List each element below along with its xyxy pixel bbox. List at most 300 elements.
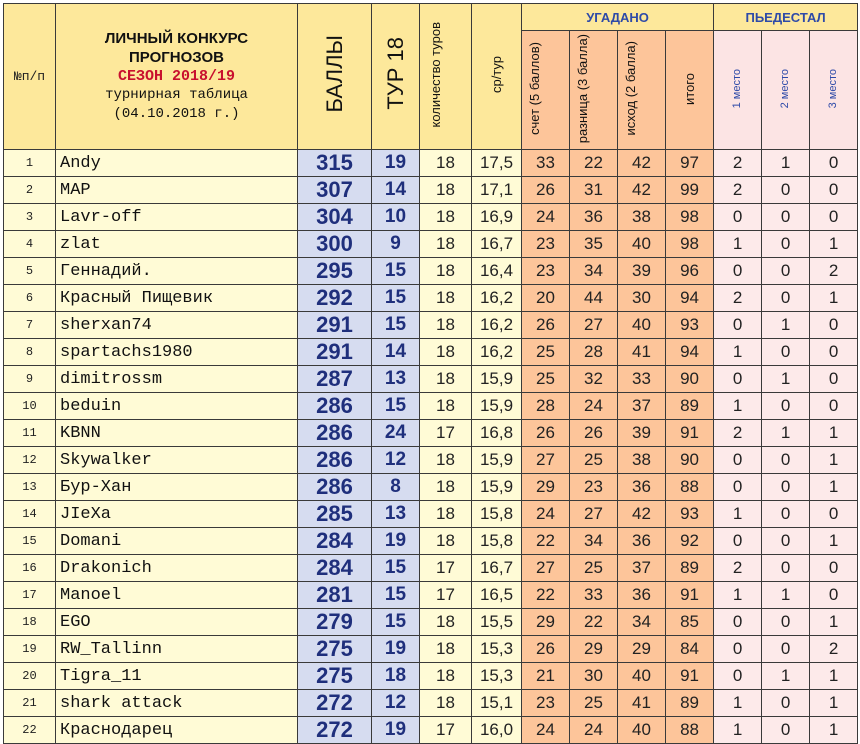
tours-count: 18 — [420, 447, 472, 474]
total-points: 307 — [298, 177, 372, 204]
podium-second-place: 0 — [762, 690, 810, 717]
guessed-exact-score: 23 — [522, 690, 570, 717]
header-tours-count: количество туров — [420, 4, 472, 150]
podium-first-place: 0 — [714, 609, 762, 636]
tour-points: 15 — [372, 609, 420, 636]
guessed-guessed-total: 90 — [666, 447, 714, 474]
tours-count: 18 — [420, 258, 472, 285]
row-number: 7 — [4, 312, 56, 339]
podium-first-place: 0 — [714, 474, 762, 501]
subtitle: турнирная таблица — [105, 87, 248, 103]
podium-second-place: 0 — [762, 231, 810, 258]
average-per-tour: 15,8 — [472, 528, 522, 555]
guessed-goal-difference: 26 — [570, 420, 618, 447]
podium-second-place: 1 — [762, 366, 810, 393]
row-number: 6 — [4, 285, 56, 312]
participant-name: Domani — [56, 528, 298, 555]
podium-third-place: 0 — [810, 339, 858, 366]
row-number: 20 — [4, 663, 56, 690]
header-guessed-group: УГАДАНО — [522, 4, 714, 31]
guessed-guessed-total: 94 — [666, 339, 714, 366]
average-per-tour: 16,0 — [472, 717, 522, 744]
podium-third-place: 0 — [810, 501, 858, 528]
tour-points: 15 — [372, 312, 420, 339]
participant-name: KBNN — [56, 420, 298, 447]
row-number: 13 — [4, 474, 56, 501]
podium-third-place: 1 — [810, 663, 858, 690]
guessed-outcome: 39 — [618, 420, 666, 447]
table-row — [4, 609, 858, 636]
podium-first-place: 1 — [714, 501, 762, 528]
guessed-outcome: 34 — [618, 609, 666, 636]
guessed-guessed-total: 98 — [666, 204, 714, 231]
row-number: 17 — [4, 582, 56, 609]
row-number: 10 — [4, 393, 56, 420]
table-row — [4, 420, 858, 447]
participant-name: Manoel — [56, 582, 298, 609]
podium-third-place: 1 — [810, 447, 858, 474]
podium-second-place: 1 — [762, 420, 810, 447]
guessed-exact-score: 29 — [522, 609, 570, 636]
guessed-exact-score: 22 — [522, 582, 570, 609]
guessed-outcome: 33 — [618, 366, 666, 393]
podium-second-place: 0 — [762, 609, 810, 636]
tours-count: 18 — [420, 339, 472, 366]
row-number: 8 — [4, 339, 56, 366]
guessed-exact-score: 33 — [522, 150, 570, 177]
guessed-outcome: 40 — [618, 231, 666, 258]
podium-first-place: 1 — [714, 231, 762, 258]
guessed-goal-difference: 36 — [570, 204, 618, 231]
guessed-exact-score: 24 — [522, 501, 570, 528]
table-row — [4, 285, 858, 312]
podium-second-place: 0 — [762, 258, 810, 285]
podium-third-place: 0 — [810, 582, 858, 609]
tours-count: 18 — [420, 690, 472, 717]
guessed-outcome: 38 — [618, 447, 666, 474]
total-points: 275 — [298, 663, 372, 690]
header-average: ср/тур — [472, 4, 522, 150]
podium-third-place: 0 — [810, 366, 858, 393]
table-row — [4, 150, 858, 177]
header-tour: ТУР 18 — [372, 4, 420, 150]
row-number: 16 — [4, 555, 56, 582]
podium-third-place: 2 — [810, 258, 858, 285]
tour-points: 15 — [372, 555, 420, 582]
participant-name: Бур-Хан — [56, 474, 298, 501]
header-podium-group: ПЬЕДЕСТАЛ — [714, 4, 858, 31]
guessed-outcome: 30 — [618, 285, 666, 312]
podium-first-place: 0 — [714, 528, 762, 555]
average-per-tour: 16,2 — [472, 339, 522, 366]
tour-points: 15 — [372, 582, 420, 609]
table-row — [4, 258, 858, 285]
podium-third-place: 1 — [810, 690, 858, 717]
podium-second-place: 0 — [762, 177, 810, 204]
row-number: 11 — [4, 420, 56, 447]
table-row — [4, 690, 858, 717]
podium-second-place: 0 — [762, 474, 810, 501]
guessed-guessed-total: 89 — [666, 555, 714, 582]
tours-count: 17 — [420, 555, 472, 582]
average-per-tour: 15,3 — [472, 636, 522, 663]
tour-points: 15 — [372, 285, 420, 312]
podium-third-place: 0 — [810, 177, 858, 204]
tour-points: 12 — [372, 690, 420, 717]
table-row — [4, 501, 858, 528]
podium-third-place: 0 — [810, 555, 858, 582]
row-number: 21 — [4, 690, 56, 717]
podium-first-place: 0 — [714, 447, 762, 474]
guessed-goal-difference: 27 — [570, 312, 618, 339]
row-number: 4 — [4, 231, 56, 258]
podium-second-place: 0 — [762, 528, 810, 555]
guessed-outcome: 36 — [618, 582, 666, 609]
podium-third-place: 0 — [810, 393, 858, 420]
average-per-tour: 15,9 — [472, 366, 522, 393]
guessed-guessed-total: 96 — [666, 258, 714, 285]
average-per-tour: 15,8 — [472, 501, 522, 528]
podium-third-place: 0 — [810, 150, 858, 177]
header-total: итого — [666, 31, 714, 150]
podium-second-place: 0 — [762, 636, 810, 663]
guessed-goal-difference: 31 — [570, 177, 618, 204]
average-per-tour: 17,5 — [472, 150, 522, 177]
tour-points: 24 — [372, 420, 420, 447]
row-number: 3 — [4, 204, 56, 231]
guessed-guessed-total: 88 — [666, 474, 714, 501]
guessed-outcome: 41 — [618, 690, 666, 717]
participant-name: Геннадий. — [56, 258, 298, 285]
average-per-tour: 16,5 — [472, 582, 522, 609]
tour-points: 12 — [372, 447, 420, 474]
podium-second-place: 1 — [762, 312, 810, 339]
guessed-goal-difference: 34 — [570, 258, 618, 285]
tours-count: 17 — [420, 582, 472, 609]
guessed-goal-difference: 25 — [570, 447, 618, 474]
total-points: 285 — [298, 501, 372, 528]
podium-third-place: 0 — [810, 312, 858, 339]
table-row — [4, 582, 858, 609]
participant-name: Краснодарец — [56, 717, 298, 744]
tour-points: 15 — [372, 393, 420, 420]
podium-first-place: 1 — [714, 582, 762, 609]
guessed-exact-score: 26 — [522, 312, 570, 339]
total-points: 286 — [298, 420, 372, 447]
guessed-guessed-total: 97 — [666, 150, 714, 177]
tour-points: 8 — [372, 474, 420, 501]
participant-name: dimitrossm — [56, 366, 298, 393]
participant-name: JIeXa — [56, 501, 298, 528]
header-exact-score: счет (5 баллов) — [522, 31, 570, 150]
guessed-exact-score: 22 — [522, 528, 570, 555]
average-per-tour: 15,3 — [472, 663, 522, 690]
podium-second-place: 0 — [762, 717, 810, 744]
total-points: 291 — [298, 312, 372, 339]
tour-points: 15 — [372, 258, 420, 285]
guessed-goal-difference: 35 — [570, 231, 618, 258]
guessed-goal-difference: 30 — [570, 663, 618, 690]
tour-points: 18 — [372, 663, 420, 690]
podium-first-place: 1 — [714, 690, 762, 717]
row-number: 1 — [4, 150, 56, 177]
podium-second-place: 1 — [762, 663, 810, 690]
participant-name: spartachs1980 — [56, 339, 298, 366]
row-number: 12 — [4, 447, 56, 474]
header-second-place: 2 место — [762, 31, 810, 150]
table-row — [4, 204, 858, 231]
participant-name: MAP — [56, 177, 298, 204]
podium-second-place: 0 — [762, 501, 810, 528]
participant-name: Lavr-off — [56, 204, 298, 231]
row-number: 2 — [4, 177, 56, 204]
tours-count: 18 — [420, 177, 472, 204]
total-points: 284 — [298, 555, 372, 582]
total-points: 292 — [298, 285, 372, 312]
guessed-outcome: 39 — [618, 258, 666, 285]
tours-count: 17 — [420, 420, 472, 447]
podium-first-place: 0 — [714, 312, 762, 339]
podium-first-place: 1 — [714, 393, 762, 420]
podium-second-place: 1 — [762, 582, 810, 609]
date-label: (04.10.2018 г.) — [113, 106, 240, 122]
podium-second-place: 0 — [762, 393, 810, 420]
row-number: 18 — [4, 609, 56, 636]
guessed-goal-difference: 22 — [570, 150, 618, 177]
guessed-exact-score: 20 — [522, 285, 570, 312]
total-points: 272 — [298, 717, 372, 744]
tours-count: 18 — [420, 204, 472, 231]
table-row — [4, 366, 858, 393]
podium-first-place: 0 — [714, 636, 762, 663]
average-per-tour: 16,7 — [472, 555, 522, 582]
participant-name: Красный Пищевик — [56, 285, 298, 312]
tours-count: 18 — [420, 636, 472, 663]
guessed-goal-difference: 25 — [570, 555, 618, 582]
guessed-outcome: 36 — [618, 528, 666, 555]
guessed-guessed-total: 85 — [666, 609, 714, 636]
guessed-exact-score: 26 — [522, 420, 570, 447]
guessed-outcome: 37 — [618, 393, 666, 420]
tour-points: 19 — [372, 717, 420, 744]
podium-third-place: 1 — [810, 717, 858, 744]
title-line-1: ЛИЧНЫЙ КОНКУРС — [104, 30, 249, 47]
tour-points: 19 — [372, 636, 420, 663]
title-line-2: ПРОГНОЗОВ — [129, 49, 224, 66]
guessed-exact-score: 24 — [522, 717, 570, 744]
average-per-tour: 15,9 — [472, 447, 522, 474]
header-first-place: 1 место — [714, 31, 762, 150]
total-points: 315 — [298, 150, 372, 177]
guessed-guessed-total: 90 — [666, 366, 714, 393]
podium-second-place: 0 — [762, 285, 810, 312]
participant-name: beduin — [56, 393, 298, 420]
participant-name: zlat — [56, 231, 298, 258]
guessed-outcome: 37 — [618, 555, 666, 582]
row-number: 5 — [4, 258, 56, 285]
season-label: СЕЗОН 2018/19 — [117, 68, 236, 85]
table-row — [4, 393, 858, 420]
podium-first-place: 2 — [714, 150, 762, 177]
podium-third-place: 1 — [810, 528, 858, 555]
guessed-exact-score: 26 — [522, 636, 570, 663]
guessed-guessed-total: 91 — [666, 420, 714, 447]
table-row — [4, 312, 858, 339]
guessed-goal-difference: 25 — [570, 690, 618, 717]
tour-points: 19 — [372, 150, 420, 177]
podium-third-place: 1 — [810, 609, 858, 636]
guessed-goal-difference: 44 — [570, 285, 618, 312]
podium-third-place: 1 — [810, 420, 858, 447]
average-per-tour: 15,1 — [472, 690, 522, 717]
tours-count: 18 — [420, 474, 472, 501]
tours-count: 17 — [420, 717, 472, 744]
tours-count: 18 — [420, 528, 472, 555]
guessed-exact-score: 25 — [522, 366, 570, 393]
guessed-exact-score: 28 — [522, 393, 570, 420]
table-title — [56, 4, 298, 150]
tours-count: 18 — [420, 312, 472, 339]
participant-name: RW_Tallinn — [56, 636, 298, 663]
standings-table — [3, 3, 858, 744]
average-per-tour: 16,2 — [472, 312, 522, 339]
tours-count: 18 — [420, 609, 472, 636]
total-points: 295 — [298, 258, 372, 285]
guessed-goal-difference: 24 — [570, 393, 618, 420]
guessed-outcome: 42 — [618, 501, 666, 528]
header-goal-difference: разница (3 балла) — [570, 31, 618, 150]
participant-name: Drakonich — [56, 555, 298, 582]
guessed-guessed-total: 98 — [666, 231, 714, 258]
guessed-outcome: 40 — [618, 663, 666, 690]
podium-first-place: 1 — [714, 339, 762, 366]
guessed-outcome: 41 — [618, 339, 666, 366]
total-points: 287 — [298, 366, 372, 393]
participant-name: Andy — [56, 150, 298, 177]
average-per-tour: 16,7 — [472, 231, 522, 258]
total-points: 275 — [298, 636, 372, 663]
podium-first-place: 2 — [714, 285, 762, 312]
podium-third-place: 1 — [810, 474, 858, 501]
guessed-goal-difference: 24 — [570, 717, 618, 744]
row-number: 9 — [4, 366, 56, 393]
tour-points: 19 — [372, 528, 420, 555]
guessed-outcome: 42 — [618, 150, 666, 177]
total-points: 279 — [298, 609, 372, 636]
guessed-guessed-total: 91 — [666, 663, 714, 690]
guessed-outcome: 36 — [618, 474, 666, 501]
tour-points: 14 — [372, 339, 420, 366]
average-per-tour: 17,1 — [472, 177, 522, 204]
row-number: 14 — [4, 501, 56, 528]
participant-name: EGO — [56, 609, 298, 636]
total-points: 304 — [298, 204, 372, 231]
guessed-exact-score: 27 — [522, 555, 570, 582]
guessed-exact-score: 29 — [522, 474, 570, 501]
tour-points: 10 — [372, 204, 420, 231]
tours-count: 18 — [420, 150, 472, 177]
total-points: 291 — [298, 339, 372, 366]
podium-third-place: 0 — [810, 204, 858, 231]
guessed-guessed-total: 88 — [666, 717, 714, 744]
guessed-outcome: 42 — [618, 177, 666, 204]
guessed-guessed-total: 99 — [666, 177, 714, 204]
tour-points: 14 — [372, 177, 420, 204]
participant-name: Tigra_11 — [56, 663, 298, 690]
podium-first-place: 0 — [714, 258, 762, 285]
podium-second-place: 0 — [762, 555, 810, 582]
tour-points: 13 — [372, 366, 420, 393]
podium-first-place: 0 — [714, 366, 762, 393]
guessed-goal-difference: 23 — [570, 474, 618, 501]
podium-third-place: 2 — [810, 636, 858, 663]
tour-points: 9 — [372, 231, 420, 258]
table-row — [4, 339, 858, 366]
guessed-guessed-total: 93 — [666, 501, 714, 528]
guessed-guessed-total: 92 — [666, 528, 714, 555]
header-points: БАЛЛЫ — [298, 4, 372, 150]
guessed-exact-score: 24 — [522, 204, 570, 231]
guessed-exact-score: 27 — [522, 447, 570, 474]
row-number: 15 — [4, 528, 56, 555]
podium-first-place: 2 — [714, 177, 762, 204]
guessed-outcome: 40 — [618, 312, 666, 339]
table-row — [4, 555, 858, 582]
header-outcome: исход (2 балла) — [618, 31, 666, 150]
guessed-exact-score: 23 — [522, 258, 570, 285]
average-per-tour: 15,9 — [472, 393, 522, 420]
total-points: 286 — [298, 447, 372, 474]
tours-count: 18 — [420, 663, 472, 690]
guessed-exact-score: 21 — [522, 663, 570, 690]
table-row — [4, 177, 858, 204]
row-number: 22 — [4, 717, 56, 744]
podium-third-place: 1 — [810, 231, 858, 258]
tours-count: 18 — [420, 366, 472, 393]
header-number: №п/п — [4, 4, 56, 150]
podium-second-place: 0 — [762, 339, 810, 366]
table-row — [4, 663, 858, 690]
average-per-tour: 15,5 — [472, 609, 522, 636]
podium-first-place: 1 — [714, 717, 762, 744]
guessed-exact-score: 26 — [522, 177, 570, 204]
row-number: 19 — [4, 636, 56, 663]
podium-first-place: 0 — [714, 663, 762, 690]
header-row-groups — [4, 4, 858, 31]
average-per-tour: 16,4 — [472, 258, 522, 285]
table-row — [4, 636, 858, 663]
tours-count: 18 — [420, 393, 472, 420]
guessed-goal-difference: 33 — [570, 582, 618, 609]
podium-second-place: 1 — [762, 150, 810, 177]
average-per-tour: 16,9 — [472, 204, 522, 231]
participant-name: Skywalker — [56, 447, 298, 474]
guessed-goal-difference: 28 — [570, 339, 618, 366]
guessed-outcome: 29 — [618, 636, 666, 663]
average-per-tour: 16,2 — [472, 285, 522, 312]
total-points: 281 — [298, 582, 372, 609]
guessed-guessed-total: 93 — [666, 312, 714, 339]
table-row — [4, 717, 858, 744]
table-row — [4, 528, 858, 555]
header-third-place: 3 место — [810, 31, 858, 150]
guessed-exact-score: 25 — [522, 339, 570, 366]
tour-points: 13 — [372, 501, 420, 528]
tours-count: 18 — [420, 501, 472, 528]
total-points: 286 — [298, 474, 372, 501]
table-row — [4, 447, 858, 474]
guessed-guessed-total: 89 — [666, 690, 714, 717]
